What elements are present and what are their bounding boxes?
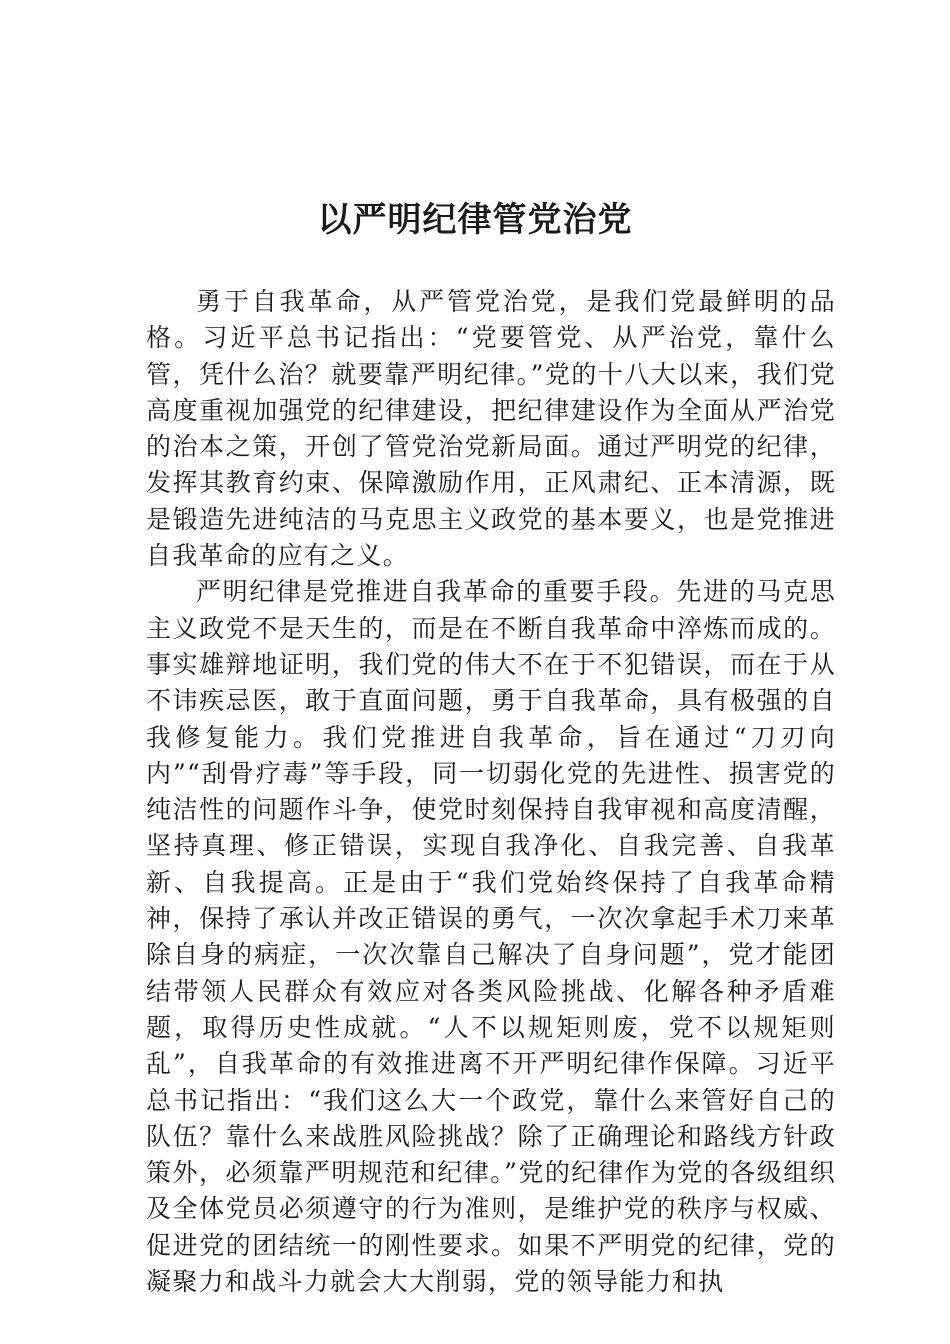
paragraph-2: 严明纪律是党推进自我革命的重要手段。先进的马克思主义政党不是天生的，而是在不断自我革命中淬炼而成的。事实雄辩地证明，我们党的伟大不在于不犯错误，而在于从不讳疾忌医，敢于直面问题，勇于自我革命，具有极强的自我修复能力。我们党推进自我革命，旨在通过“刀刃向内”“刮骨疗毒”等手段，同一切弱化党的先进性、损害党的纯洁性的问题作斗争，使党时刻保持自我审视和高度清醒，坚持真理、修正错误，实现自我净化、自我完善、自我革新、自我提高。正是由于“我们党始终保持了自我革命精神，保持了承认并改正错误的勇气，一次次拿起手术刀来革除自身的病症，一次次靠自己解决了自身问题”，党才能团结带领人民群众有效应对各类风险挑战、化解各种矛盾难题，取得历史性成就。“人不以规矩则废，党不以规矩则乱”，自我革命的有效推进离不开严明纪律作保障。习近平总书记指出：“我们这么大一个政党，靠什么来管好自己的队伍？靠什么来战胜风险挑战？除了正确理论和路线方针政策外，必须靠严明规范和纪律。”党的纪律作为党的各级组织及全体党员必须遵守的行为准则，是维护党的秩序与权威、促进党的团结统一的刚性要求。如果不严明党的纪律，党的凝聚力和战斗力就会大大削弱，党的领导能力和执 — [146, 577, 836, 1297]
document-title: 以严明纪律管党治党 — [317, 200, 633, 240]
paragraph-1: 勇于自我革命，从严管党治党，是我们党最鲜明的品格。习近平总书记指出：“党要管党、从严治党，靠什么管，凭什么治？就要靠严明纪律。”党的十八大以来，我们党高度重视加强党的纪律建设，把纪律建设作为全面从严治党的治本之策，开创了管党治党新局面。通过严明党的纪律，发挥其教育约束、保障激励作用，正风肃纪、正本清源，既是锻造先进纯洁的马克思主义政党的基本要义，也是党推进自我革命的应有之义。 — [146, 287, 836, 571]
document-body — [146, 284, 836, 1300]
